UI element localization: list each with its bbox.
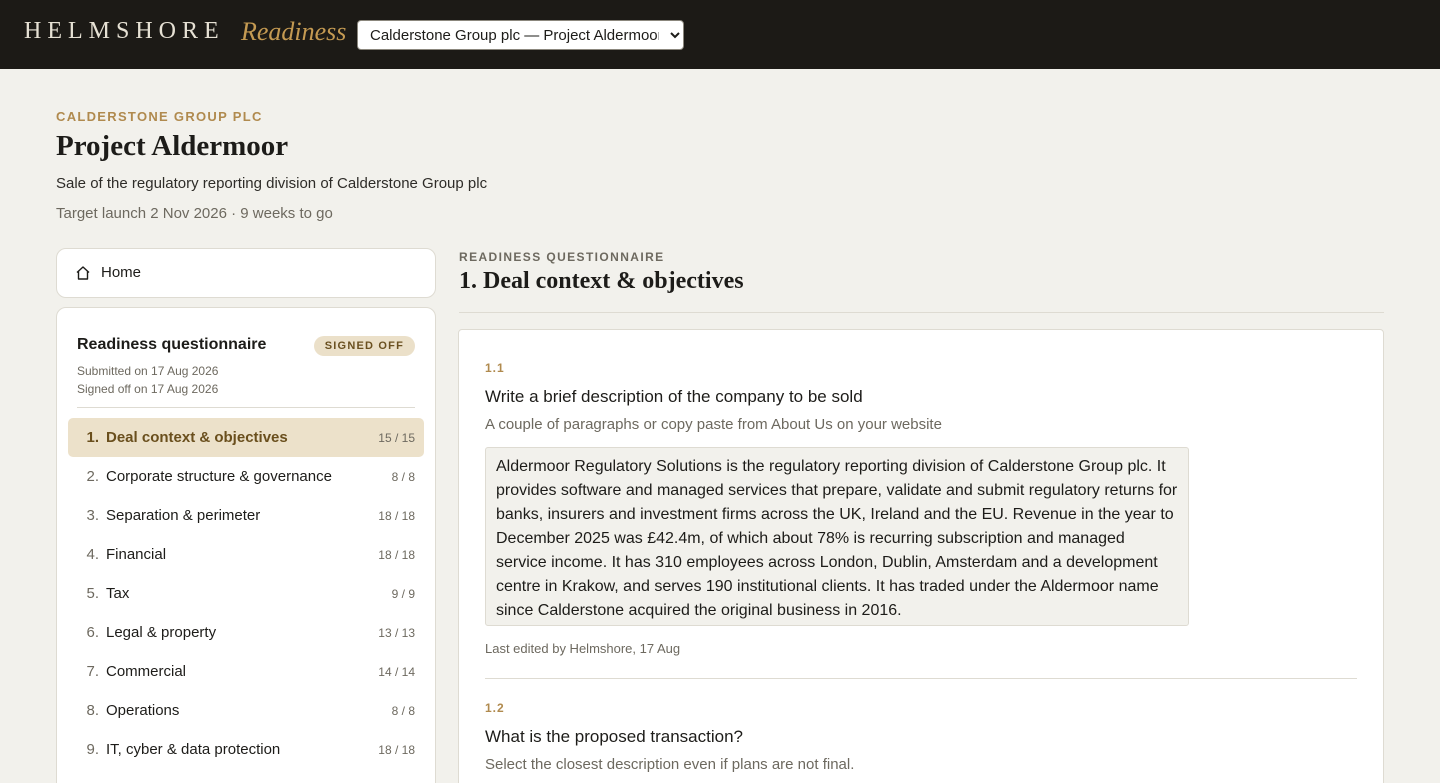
section-number: 4. [86, 546, 99, 563]
question-title: What is the proposed transaction? [485, 727, 743, 746]
company-name: CALDERSTONE GROUP PLC [56, 109, 263, 124]
project-timeline: Target launch 2 Nov 2026 · 9 weeks to go [56, 205, 333, 222]
section-item-it-cyber[interactable] [68, 730, 424, 769]
section-number: 6. [86, 624, 99, 641]
section-label: Commercial [106, 663, 187, 680]
section-number: 1. [86, 429, 99, 446]
top-bar [0, 0, 1440, 69]
section-label: Operations [106, 702, 180, 719]
section-number: 9. [86, 741, 99, 758]
divider [459, 312, 1384, 313]
section-item-financial[interactable] [68, 535, 424, 574]
section-label: Deal context & objectives [106, 429, 288, 446]
section-item-tax[interactable] [68, 574, 424, 613]
questionnaire-panel [56, 307, 436, 783]
home-icon [75, 265, 91, 281]
questions-card [458, 329, 1384, 783]
section-number: 8. [86, 702, 99, 719]
section-progress: 18 / 18 [378, 743, 415, 757]
question-hint: Select the closest description even if plans are not final. [485, 756, 855, 773]
signed-off-date: Signed off on 17 Aug 2026 [77, 382, 219, 396]
section-item-operations[interactable] [68, 691, 424, 730]
section-progress: 13 / 13 [378, 626, 415, 640]
submitted-date: Submitted on 17 Aug 2026 [77, 364, 219, 378]
section-number: 3. [86, 507, 99, 524]
deal-selector[interactable] [357, 20, 684, 50]
section-progress: 18 / 18 [378, 509, 415, 523]
status-badge: SIGNED OFF [314, 336, 415, 356]
section-progress: 8 / 8 [391, 470, 415, 484]
question-number: 1.1 [485, 361, 505, 375]
divider [485, 678, 1357, 679]
brand-product-name: Readiness [241, 17, 347, 46]
questionnaire-title: Readiness questionnaire [77, 336, 267, 353]
page-title: Project Aldermoor [56, 130, 289, 162]
section-progress: 14 / 14 [378, 665, 415, 679]
question-number: 1.2 [485, 701, 505, 715]
section-label: Separation & perimeter [106, 507, 261, 524]
section-item-commercial[interactable] [68, 652, 424, 691]
section-label: Corporate structure & governance [106, 468, 332, 485]
section-item-separation[interactable] [68, 496, 424, 535]
section-label: Tax [106, 585, 130, 602]
section-label: Legal & property [106, 624, 217, 641]
section-progress: 9 / 9 [391, 587, 415, 601]
section-eyebrow: READINESS QUESTIONNAIRE [459, 250, 665, 264]
section-number: 7. [86, 663, 99, 680]
section-progress: 15 / 15 [378, 431, 415, 445]
section-number: 5. [86, 585, 99, 602]
section-title: 1. Deal context & objectives [459, 268, 744, 294]
project-description: Sale of the regulatory reporting division of Calderstone Group plc [56, 175, 488, 192]
last-edited-note: Last edited by Helmshore, 17 Aug [485, 641, 681, 656]
section-progress: 18 / 18 [378, 548, 415, 562]
section-item-corporate-structure[interactable] [68, 457, 424, 496]
brand-logo[interactable]: HELMSHORE [24, 18, 225, 44]
home-link[interactable] [56, 248, 436, 298]
section-progress: 8 / 8 [391, 704, 415, 718]
home-label: Home [101, 264, 142, 281]
answer-textarea[interactable]: Aldermoor Regulatory Solutions is the regulatory reporting division of Calderstone Group plc. It provides software and managed services that prepare, validate and submit regulatory returns for banks, insurers and investment firms across the UK, Ireland and the EU. Revenue in the year to December 2025 was £42.4m, of which about 78% is recurring subscription and managed service income. It has 310 employees across London, Dublin, Amsterdam and a development centre in Krakow, and serves 190 institutional clients. It has traded under the Aldermoor name since Calderstone acquired the original business in 2016. [485, 447, 1189, 626]
section-label: IT, cyber & data protection [106, 741, 281, 758]
question-title: Write a brief description of the company to be sold [485, 387, 863, 406]
section-number: 2. [86, 468, 99, 485]
divider [77, 407, 415, 408]
section-list [68, 418, 424, 769]
section-item-legal-property[interactable] [68, 613, 424, 652]
question-hint: A couple of paragraphs or copy paste from About Us on your website [485, 416, 942, 433]
section-label: Financial [106, 546, 167, 563]
section-item-deal-context[interactable] [68, 418, 424, 457]
